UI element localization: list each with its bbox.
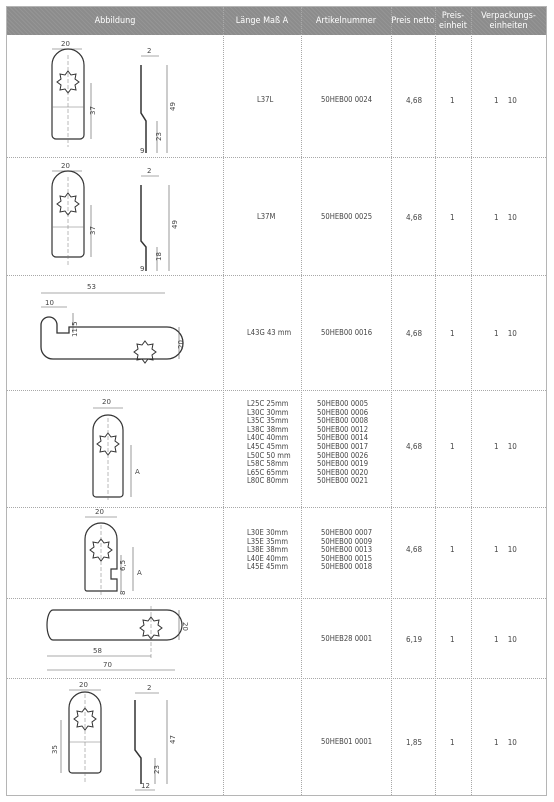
vpe-cell: 1 10 bbox=[494, 96, 517, 105]
preis-cell: 4,68 bbox=[406, 213, 423, 222]
preiseinheit-cell: 1 bbox=[450, 213, 455, 222]
table-header bbox=[7, 7, 546, 35]
artikel-cell: 50HEB00 0016 bbox=[321, 328, 373, 337]
drawing-cam-c bbox=[7, 390, 223, 507]
artikel-cell: 50HEB00 0007 50HEB00 0009 50HEB00 0013 50HEB00 0015 50HEB00 0018 bbox=[321, 528, 373, 572]
dim-label: A bbox=[135, 468, 140, 476]
artikel-cell: 50HEB01 0001 bbox=[321, 737, 373, 746]
dim-label: 47 bbox=[169, 735, 177, 744]
preis-cell: 4,68 bbox=[406, 96, 423, 105]
dim-label: 10 bbox=[45, 299, 54, 307]
artikel-cell: 50HEB00 0005 50HEB00 0006 50HEB00 0008 50HEB00 0012 50HEB00 0014 50HEB00 0017 50HEB00 0026 50HEB00 0019 50HEB00 0020 50HEB00 0021 bbox=[317, 399, 369, 486]
column-divider bbox=[435, 7, 436, 795]
preiseinheit-cell: 1 bbox=[450, 545, 455, 554]
laenge-cell: L43G 43 mm bbox=[247, 328, 292, 337]
drawing-cam-long bbox=[7, 598, 223, 678]
vpe-cell: 1 10 bbox=[494, 442, 517, 451]
dim-label: 49 bbox=[169, 102, 177, 111]
vpe-cell: 1 10 bbox=[494, 545, 517, 554]
dim-label: 2 bbox=[147, 684, 152, 692]
dim-label: 18 bbox=[155, 252, 163, 261]
dim-label: 53 bbox=[87, 283, 96, 291]
laenge-cell: L25C 25mm L30C 30mm L35C 35mm L38C 38mm L40C 40mm L45C 45mm L50C 50 mm L58C 58mm L65C 65mm L80C 80mm bbox=[247, 399, 291, 486]
dim-label: 20 bbox=[79, 681, 88, 689]
drawing-cam-l37m bbox=[7, 157, 223, 275]
dim-label: 35 bbox=[51, 745, 59, 754]
vpe-cell: 1 10 bbox=[494, 738, 517, 747]
drawing-cam-l43g bbox=[7, 275, 223, 390]
product-table bbox=[6, 6, 547, 796]
artikel-cell: 50HEB00 0025 bbox=[321, 212, 373, 221]
dim-label: 70 bbox=[103, 661, 112, 669]
header-preis-netto: Preis netto bbox=[391, 16, 435, 26]
dim-label: 6,5 bbox=[119, 559, 127, 571]
laenge-cell: L37M bbox=[257, 212, 276, 221]
header-laenge: Länge Maß A bbox=[235, 16, 289, 26]
drawing-cam-short bbox=[7, 678, 223, 795]
preiseinheit-cell: 1 bbox=[450, 96, 455, 105]
header-abbildung: Abbildung bbox=[94, 16, 136, 26]
preis-cell: 4,68 bbox=[406, 545, 423, 554]
dim-label: 20 bbox=[102, 398, 111, 406]
dim-label: 12 bbox=[141, 782, 150, 790]
preiseinheit-cell: 1 bbox=[450, 635, 455, 644]
dim-label: 20 bbox=[61, 40, 70, 48]
dim-label: 9 bbox=[140, 265, 145, 273]
dim-label: 23 bbox=[155, 132, 163, 141]
artikel-cell: 50HEB28 0001 bbox=[321, 634, 373, 643]
dim-label: 20 bbox=[181, 622, 189, 631]
preiseinheit-cell: 1 bbox=[450, 738, 455, 747]
dim-label: 2 bbox=[147, 167, 152, 175]
preis-cell: 4,68 bbox=[406, 442, 423, 451]
dim-label: 58 bbox=[93, 647, 102, 655]
column-divider bbox=[471, 7, 472, 795]
artikel-cell: 50HEB00 0024 bbox=[321, 95, 373, 104]
preiseinheit-cell: 1 bbox=[450, 442, 455, 451]
column-divider bbox=[391, 7, 392, 795]
dim-label: 8 bbox=[119, 590, 127, 595]
dim-label: 37 bbox=[89, 226, 97, 235]
vpe-cell: 1 10 bbox=[494, 329, 517, 338]
dim-label: 37 bbox=[89, 106, 97, 115]
vpe-cell: 1 10 bbox=[494, 635, 517, 644]
drawing-cam-l37l bbox=[7, 35, 223, 157]
dim-label: A bbox=[137, 569, 142, 577]
preis-cell: 6,19 bbox=[406, 635, 423, 644]
preis-cell: 1,85 bbox=[406, 738, 423, 747]
drawing-cam-e bbox=[7, 507, 223, 598]
header-preiseinheit: Preis-einheit bbox=[439, 11, 467, 31]
dim-label: 20 bbox=[61, 162, 70, 170]
dim-label: 20 bbox=[95, 508, 104, 516]
dim-label: 2 bbox=[147, 47, 152, 55]
dim-label: 23 bbox=[153, 765, 161, 774]
dim-label: 11,5 bbox=[71, 321, 79, 337]
dim-label: 49 bbox=[171, 220, 179, 229]
header-verpackungseinheiten: Verpackungs-einheiten bbox=[481, 11, 536, 31]
dim-label: 9 bbox=[140, 147, 145, 155]
preis-cell: 4,68 bbox=[406, 329, 423, 338]
dim-label: 20 bbox=[177, 340, 185, 349]
header-artikelnummer: Artikelnummer bbox=[315, 16, 377, 26]
column-divider bbox=[301, 7, 302, 795]
column-divider bbox=[223, 7, 224, 795]
preiseinheit-cell: 1 bbox=[450, 329, 455, 338]
laenge-cell: L37L bbox=[257, 95, 274, 104]
laenge-cell: L30E 30mm L35E 35mm L38E 38mm L40E 40mm L45E 45mm bbox=[247, 528, 288, 572]
vpe-cell: 1 10 bbox=[494, 213, 517, 222]
